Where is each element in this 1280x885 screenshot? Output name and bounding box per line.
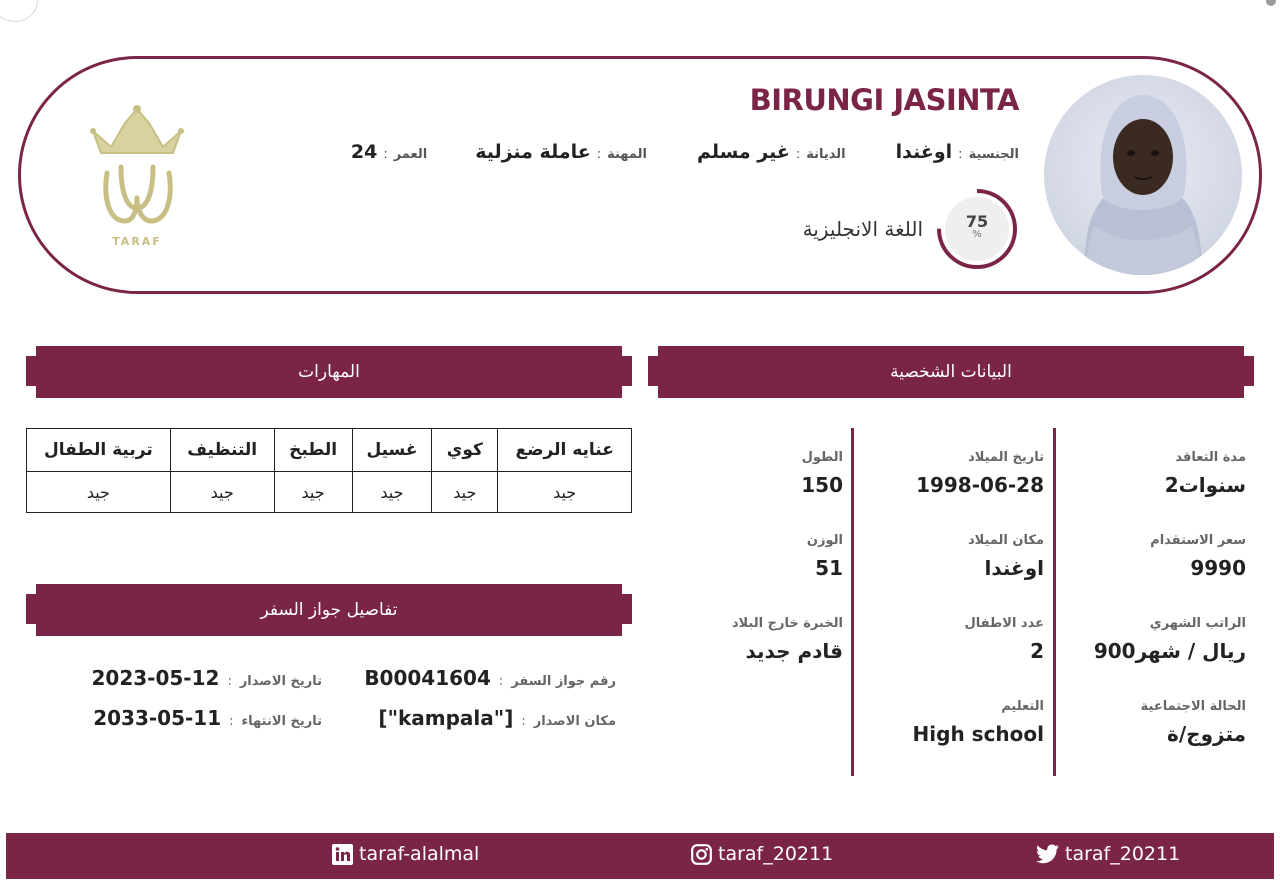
field-label: مكان الميلاد bbox=[967, 533, 1044, 548]
field-value: 9990 bbox=[1190, 556, 1246, 580]
birth-date-field bbox=[854, 450, 1044, 497]
logo-text: TARAF bbox=[112, 235, 162, 248]
passport-section-header bbox=[26, 584, 632, 636]
passport-number-label: رقم جواز السفر bbox=[511, 674, 616, 689]
weight-field bbox=[653, 533, 843, 580]
recruitment-price-field bbox=[1056, 533, 1246, 580]
field-label: سعر الاستقدام bbox=[1150, 533, 1246, 548]
language-label: اللغة الانجليزية bbox=[802, 217, 923, 241]
profession-value: عاملة منزلية bbox=[475, 141, 591, 163]
field-value: High school bbox=[912, 722, 1044, 746]
field-label: الحالة الاجتماعية bbox=[1140, 699, 1246, 714]
skills-value-row bbox=[27, 472, 632, 513]
field-label: تاريخ الميلاد bbox=[968, 450, 1044, 465]
field-value: متزوج/ة bbox=[1167, 722, 1246, 746]
birth-place-field bbox=[854, 533, 1044, 580]
twitter-handle: taraf_20211 bbox=[1065, 843, 1181, 865]
profile-info-row bbox=[351, 141, 1019, 163]
profession-field bbox=[475, 141, 647, 163]
skill-header: كوي bbox=[432, 429, 498, 472]
instagram-link[interactable] bbox=[691, 843, 833, 865]
corner-decoration bbox=[0, 0, 38, 22]
religion-label: الديانة bbox=[806, 147, 846, 162]
field-label: مدة التعاقد bbox=[1175, 450, 1246, 465]
linkedin-link[interactable] bbox=[332, 843, 479, 865]
field-value: اوغندا bbox=[984, 556, 1044, 580]
person-photo-icon bbox=[1044, 75, 1242, 275]
skill-header: غسيل bbox=[352, 429, 432, 472]
expiry-date-field bbox=[93, 706, 322, 730]
field-value: 2 bbox=[1030, 639, 1044, 663]
twitter-icon bbox=[1036, 844, 1059, 864]
height-field bbox=[653, 450, 843, 497]
personal-column-2 bbox=[854, 428, 1044, 776]
age-value: 24 bbox=[350, 141, 378, 163]
passport-number-value: B00041604 bbox=[364, 666, 491, 690]
issue-place-field bbox=[378, 706, 616, 730]
percent-sign: % bbox=[972, 229, 982, 240]
profile-header-card bbox=[18, 56, 1262, 294]
instagram-icon bbox=[691, 844, 712, 865]
taraf-logo bbox=[85, 103, 189, 253]
twitter-link[interactable] bbox=[1036, 843, 1180, 865]
colon: : bbox=[229, 714, 234, 729]
education-field bbox=[854, 699, 1044, 746]
skill-header: التنظيف bbox=[170, 429, 274, 472]
field-label: الراتب الشهري bbox=[1149, 616, 1246, 631]
skills-title: المهارات bbox=[298, 362, 360, 382]
skill-value: جيد bbox=[432, 472, 498, 513]
field-value: 150 bbox=[801, 473, 843, 497]
personal-data-grid bbox=[660, 428, 1244, 776]
profession-label: المهنة bbox=[607, 147, 647, 162]
field-value: 51 bbox=[815, 556, 843, 580]
language-progress-ring bbox=[935, 187, 1019, 271]
contract-duration-field bbox=[1056, 450, 1246, 497]
colon: : bbox=[596, 147, 602, 162]
issue-date-field bbox=[92, 666, 323, 690]
crown-logo-icon bbox=[85, 103, 189, 233]
nationality-label: الجنسية bbox=[968, 147, 1019, 162]
age-label: العمر bbox=[393, 147, 428, 162]
issue-place-label: مكان الاصدار bbox=[533, 714, 616, 729]
skill-header: الطبخ bbox=[274, 429, 352, 472]
personal-data-title: البيانات الشخصية bbox=[890, 362, 1012, 382]
skill-value: جيد bbox=[27, 472, 171, 513]
profile-name: BIRUNGI JASINTA bbox=[749, 83, 1019, 117]
religion-field bbox=[697, 141, 846, 163]
monthly-salary-field bbox=[1056, 616, 1246, 663]
skill-value: جيد bbox=[498, 472, 632, 513]
scroll-indicator bbox=[1266, 0, 1276, 6]
field-label: الطول bbox=[801, 450, 843, 465]
nationality-field bbox=[896, 141, 1019, 163]
colon: : bbox=[383, 147, 388, 162]
skill-value: جيد bbox=[274, 472, 352, 513]
skill-value: جيد bbox=[352, 472, 432, 513]
experience-abroad-field bbox=[653, 616, 843, 663]
skill-header: عنايه الرضع bbox=[498, 429, 632, 472]
colon: : bbox=[498, 674, 504, 689]
personal-column-1 bbox=[1056, 428, 1246, 776]
field-label: الخبرة خارج البلاد bbox=[731, 616, 843, 631]
personal-column-3 bbox=[653, 428, 843, 776]
skill-value: جيد bbox=[170, 472, 274, 513]
field-label: التعليم bbox=[1001, 699, 1044, 714]
colon: : bbox=[958, 147, 963, 162]
expiry-date-value: 2033-05-11 bbox=[93, 706, 222, 730]
profile-photo bbox=[1044, 75, 1242, 275]
issue-date-label: تاريخ الاصدار bbox=[239, 674, 322, 689]
field-label: الوزن bbox=[806, 533, 843, 548]
religion-value: غير مسلم bbox=[696, 141, 790, 163]
footer-bar bbox=[6, 833, 1274, 879]
colon: : bbox=[521, 714, 526, 729]
skill-header: تربية الطفال bbox=[27, 429, 171, 472]
language-percent: 75 bbox=[965, 212, 989, 231]
passport-number-field bbox=[364, 666, 616, 690]
marital-status-field bbox=[1056, 699, 1246, 746]
skills-header-row bbox=[27, 429, 632, 472]
issue-place-value: ["kampala"] bbox=[378, 706, 514, 730]
linkedin-icon bbox=[332, 844, 353, 865]
issue-date-value: 2023-05-12 bbox=[91, 666, 220, 690]
field-value: 900ريال / شهر bbox=[1093, 639, 1246, 663]
skills-table bbox=[26, 428, 632, 513]
children-count-field bbox=[854, 616, 1044, 663]
personal-data-section-header bbox=[648, 346, 1254, 398]
passport-title: تفاصيل جواز السفر bbox=[260, 600, 398, 620]
field-label: عدد الاطفال bbox=[964, 616, 1044, 631]
nationality-value: اوغندا bbox=[895, 141, 953, 163]
skills-section-header bbox=[26, 346, 632, 398]
progress-ring-center bbox=[945, 197, 1009, 261]
colon: : bbox=[795, 147, 801, 162]
age-field bbox=[351, 141, 427, 163]
linkedin-handle: taraf-alalmal bbox=[359, 843, 480, 865]
field-value: 2سنوات bbox=[1164, 473, 1246, 497]
expiry-date-label: تاريخ الانتهاء bbox=[241, 714, 322, 729]
field-value: قادم جديد bbox=[745, 639, 843, 663]
colon: : bbox=[227, 674, 232, 689]
instagram-handle: taraf_20211 bbox=[718, 843, 834, 865]
field-value: 1998-06-28 bbox=[916, 473, 1044, 497]
language-skill bbox=[803, 187, 1019, 271]
